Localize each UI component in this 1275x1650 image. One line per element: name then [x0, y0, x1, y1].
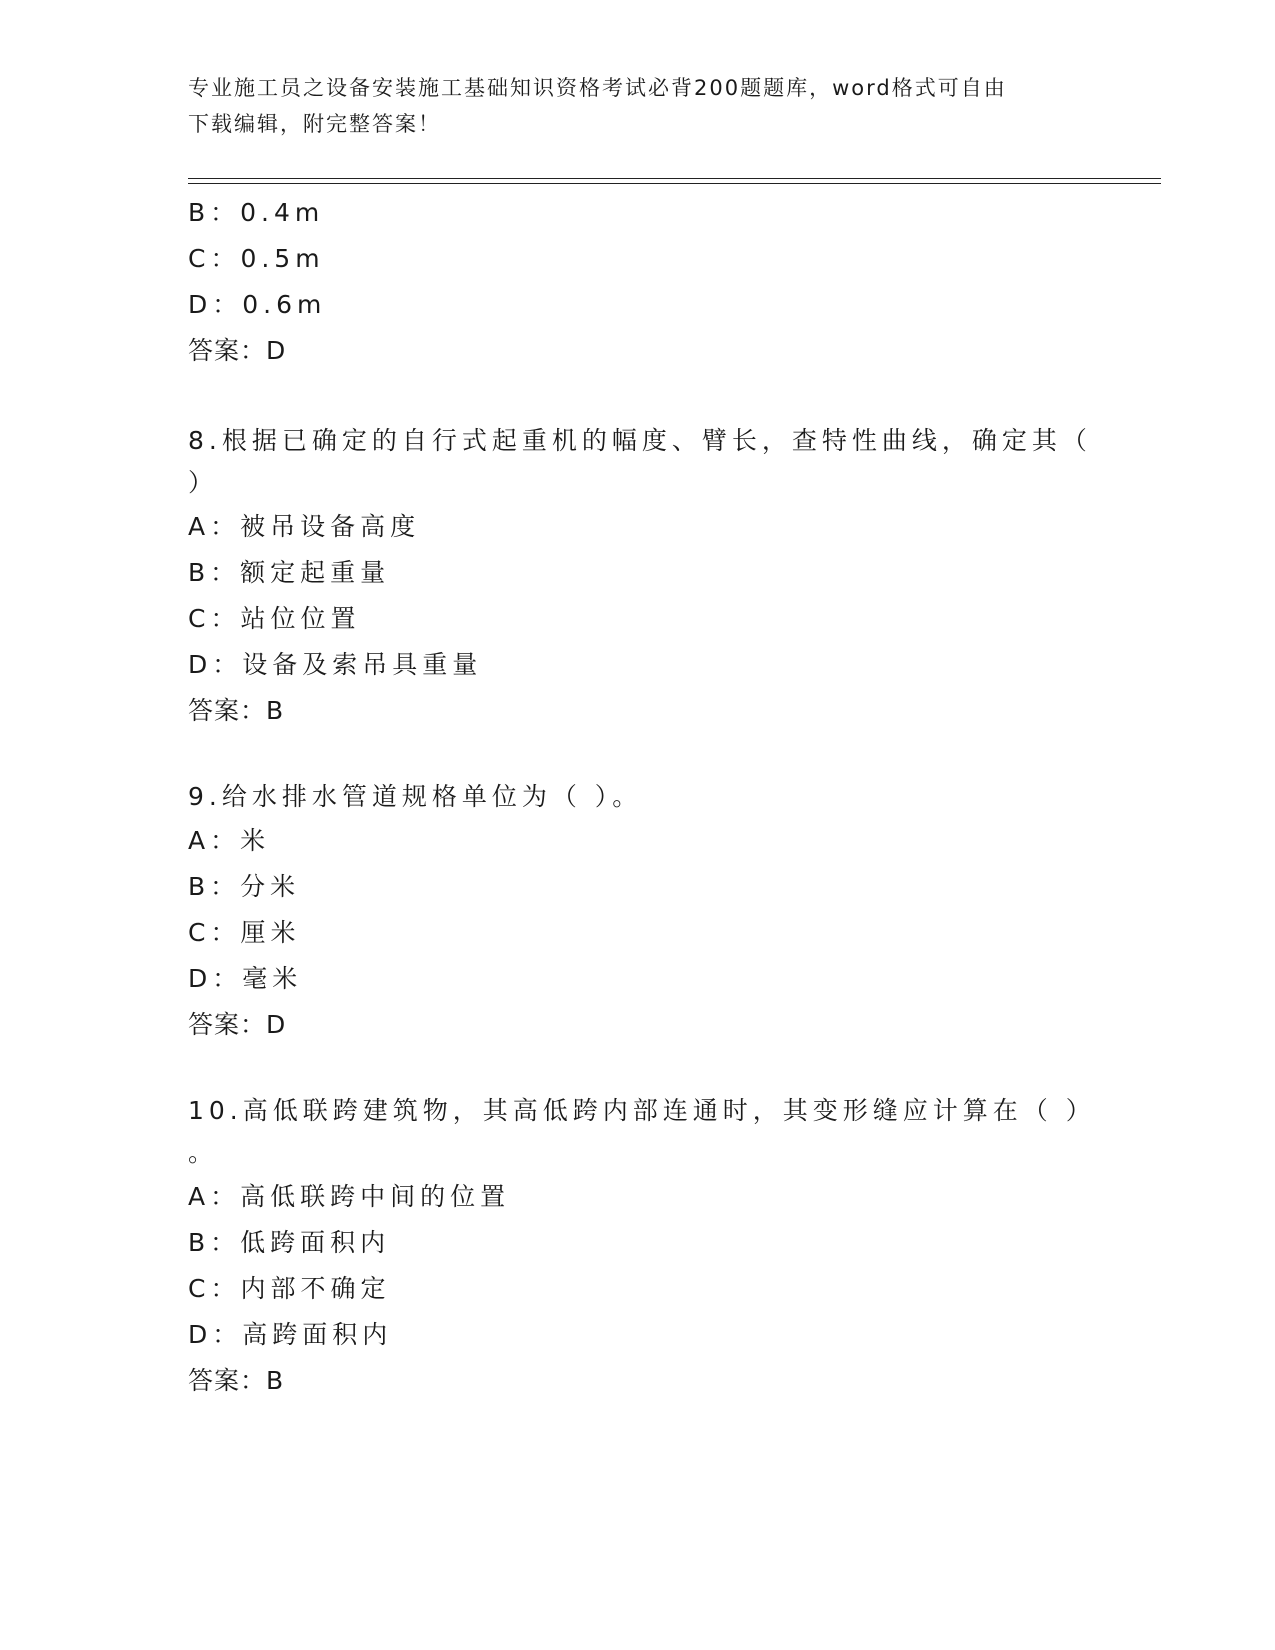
- option-b: B：分米: [188, 872, 301, 901]
- option-b: B：低跨面积内: [188, 1228, 391, 1257]
- question-text-continued: ）: [188, 468, 219, 497]
- question-text: 9.给水排水管道规格单位为（ ）。: [188, 782, 643, 811]
- option-a: A：高低联跨中间的位置: [188, 1182, 511, 1211]
- spacer: [188, 374, 1088, 420]
- option-d: D：0.6m: [188, 290, 327, 319]
- option-d: D：毫米: [188, 964, 303, 993]
- option-b: B：0.4m: [188, 198, 325, 227]
- answer: 答案：D: [188, 1010, 287, 1039]
- question-text-continued: 。: [188, 1138, 219, 1167]
- question-7: [188, 190, 1088, 374]
- header-line-1: 专业施工员之设备安装施工基础知识资格考试必背200题题库，word格式可自由: [188, 76, 1007, 100]
- question-9: [188, 776, 1088, 1048]
- spacer: [188, 1048, 1088, 1090]
- header-rule-top: [188, 178, 1161, 179]
- option-c: C：内部不确定: [188, 1274, 391, 1303]
- question-10: [188, 1090, 1096, 1404]
- option-a: A：被吊设备高度: [188, 512, 421, 541]
- answer: 答案：B: [188, 1366, 285, 1395]
- question-list: [188, 190, 1096, 1404]
- document-header: [188, 70, 1068, 142]
- option-d: D：高跨面积内: [188, 1320, 393, 1349]
- option-b: B：额定起重量: [188, 558, 391, 587]
- question-text: 8.根据已确定的自行式起重机的幅度、臂长，查特性曲线，确定其（: [188, 426, 1092, 455]
- header-rule-bottom: [188, 183, 1161, 184]
- question-text: 10.高低联跨建筑物，其高低跨内部连通时，其变形缝应计算在（ ）: [188, 1096, 1096, 1125]
- option-c: C：0.5m: [188, 244, 325, 273]
- answer: 答案：D: [188, 336, 287, 365]
- answer: 答案：B: [188, 696, 285, 725]
- header-line-2: 下载编辑，附完整答案！: [188, 112, 441, 136]
- spacer: [188, 734, 1088, 776]
- question-8: [188, 420, 1092, 734]
- option-a: A：米: [188, 826, 271, 855]
- option-c: C：站位位置: [188, 604, 361, 633]
- option-d: D：设备及索吊具重量: [188, 650, 483, 679]
- option-c: C：厘米: [188, 918, 301, 947]
